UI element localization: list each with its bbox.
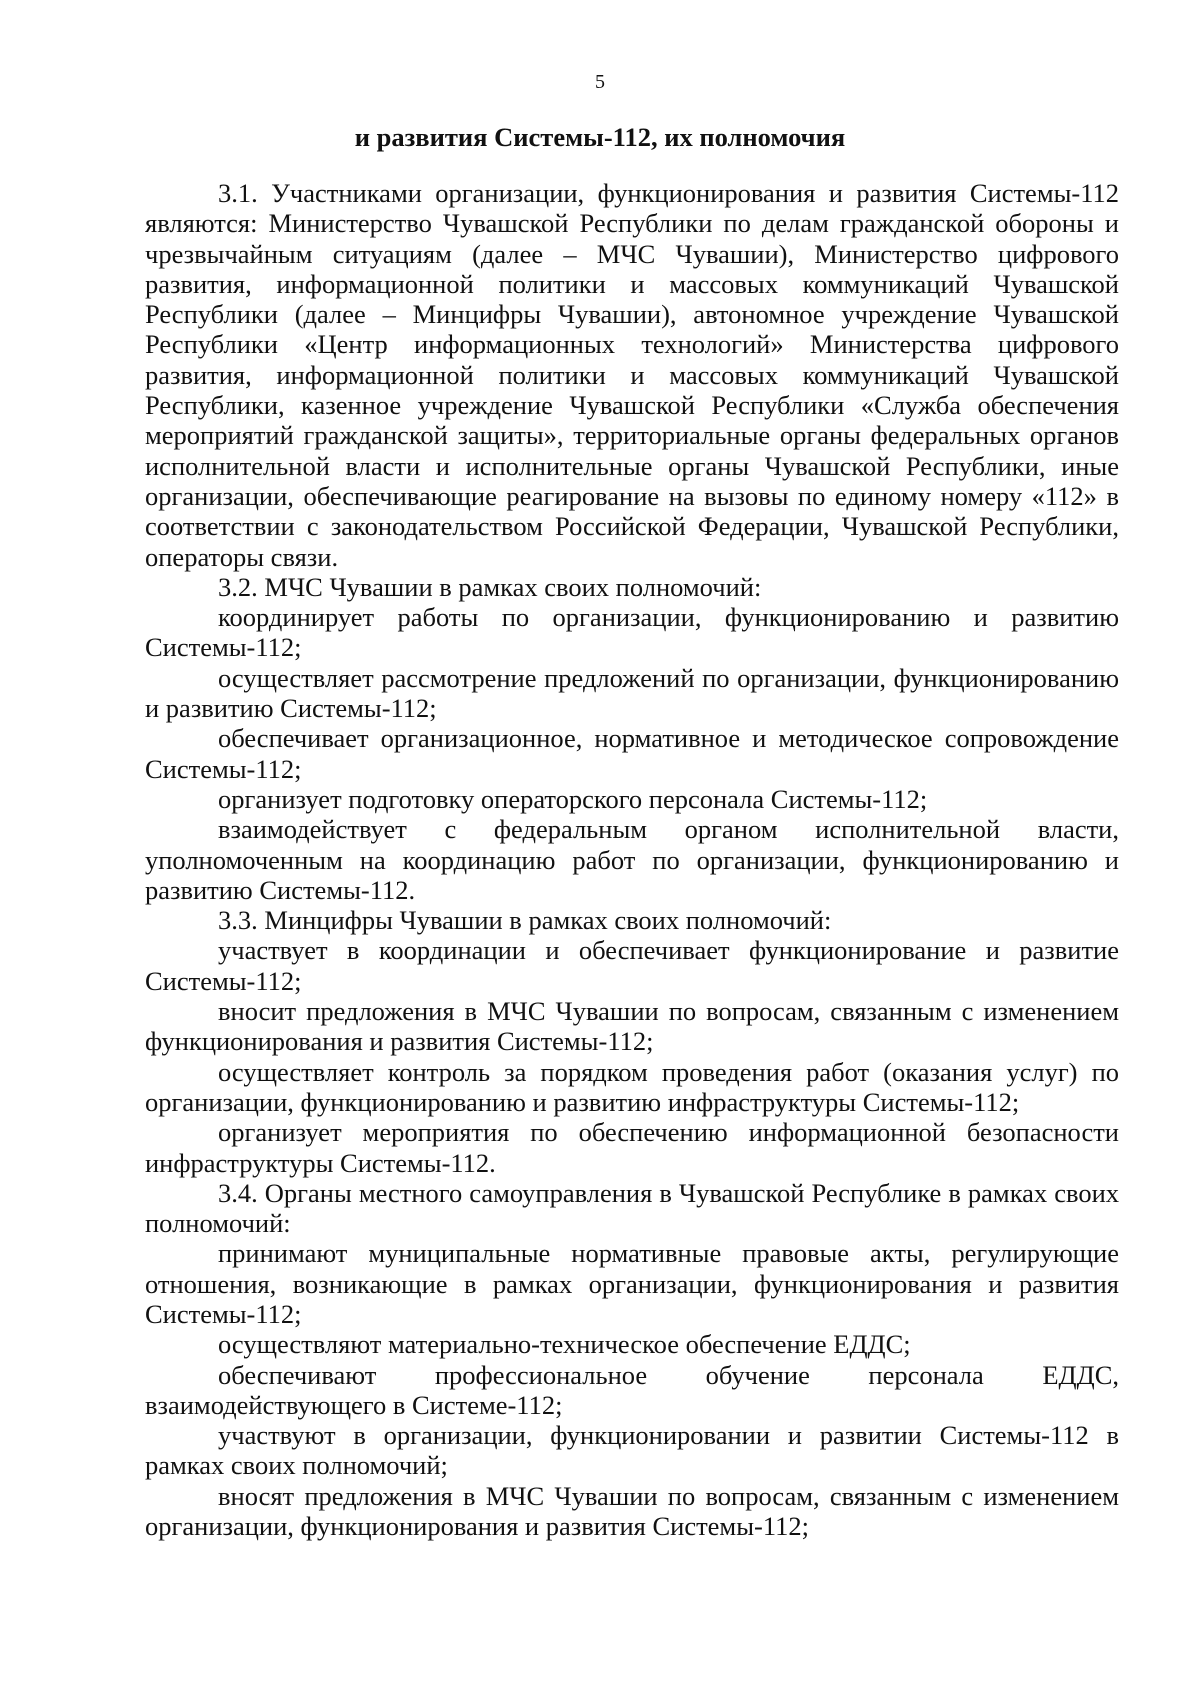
list-item: обеспечивают профессиональное обучение персонала ЕДДС, взаимодействующего в Системе-112;	[145, 1359, 1119, 1420]
list-item: осуществляет рассмотрение предложений по организации, функционированию и развитию Системы-112;	[145, 662, 1119, 724]
list-item: вносят предложения в МЧС Чувашии по вопросам, связанным с изменением организации, функционирования и развития Системы-112;	[145, 1480, 1119, 1542]
document-body	[145, 178, 1119, 1541]
list-item: участвует в координации и обеспечивает функционирование и развитие Системы-112;	[145, 935, 1119, 996]
paragraph-3-4-heading: 3.4. Органы местного самоуправления в Чувашской Республике в рамках своих полномочий:	[145, 1177, 1119, 1239]
list-item: обеспечивает организационное, нормативное и методическое сопровождение Системы-112;	[145, 723, 1119, 784]
list-item: взаимодействует с федеральным органом исполнительной власти, уполномоченным на координацию работ по организации, функционированию и развитию Системы-112.	[145, 814, 1119, 905]
list-item: организует подготовку операторского персонала Системы-112;	[218, 783, 928, 814]
list-item: вносит предложения в МЧС Чувашии по вопросам, связанным с изменением функционирования и развития Системы-112;	[145, 996, 1119, 1057]
list-item: осуществляет контроль за порядком проведения работ (оказания услуг) по организации, функционированию и развитию инфраструктуры Системы-112;	[145, 1056, 1119, 1117]
section-heading: и развития Системы-112, их полномочия	[354, 122, 846, 152]
list-item: организует мероприятия по обеспечению информационной безопасности инфраструктуры Системы-112.	[145, 1117, 1119, 1178]
list-item: осуществляют материально-техническое обеспечение ЕДДС;	[218, 1329, 911, 1360]
paragraph-3-1: 3.1. Участниками организации, функционирования и развития Системы-112 являются: Министерство Чувашской Республики по делам гражданской обороны и чрезвычайным ситуациям (далее – МЧС Чувашии), Министерство цифрового развития, информационной политики и массовых коммуникаций Чувашской Республики (далее – Минцифры Чувашии), автономное учреждение Чувашской Республики «Центр информационных технологий» Министерства цифрового развития, информационной политики и массовых коммуникаций Чувашской Республики, казенное учреждение Чувашской Республики «Служба обеспечения мероприятий гражданской защиты», территориальные органы федеральных органов исполнительной власти и исполнительные органы Чувашской Республики, иные организации, обеспечивающие реагирование на вызовы по единому номеру «112» в соответствии с законодательством Российской Федерации, Чувашской Республики, операторы связи.	[145, 178, 1119, 572]
paragraph-3-2-heading: 3.2. МЧС Чувашии в рамках своих полномочий:	[218, 571, 762, 602]
list-item: координирует работы по организации, функционированию и развитию Системы-112;	[145, 602, 1119, 663]
list-item: участвуют в организации, функционировании и развитии Системы-112 в рамках своих полномочий;	[145, 1420, 1119, 1481]
paragraph-3-3-heading: 3.3. Минцифры Чувашии в рамках своих полномочий:	[218, 905, 832, 936]
list-item: принимают муниципальные нормативные правовые акты, регулирующие отношения, возникающие в рамках организации, функционирования и развития Системы-112;	[145, 1238, 1119, 1329]
page-number: 5	[595, 71, 605, 93]
